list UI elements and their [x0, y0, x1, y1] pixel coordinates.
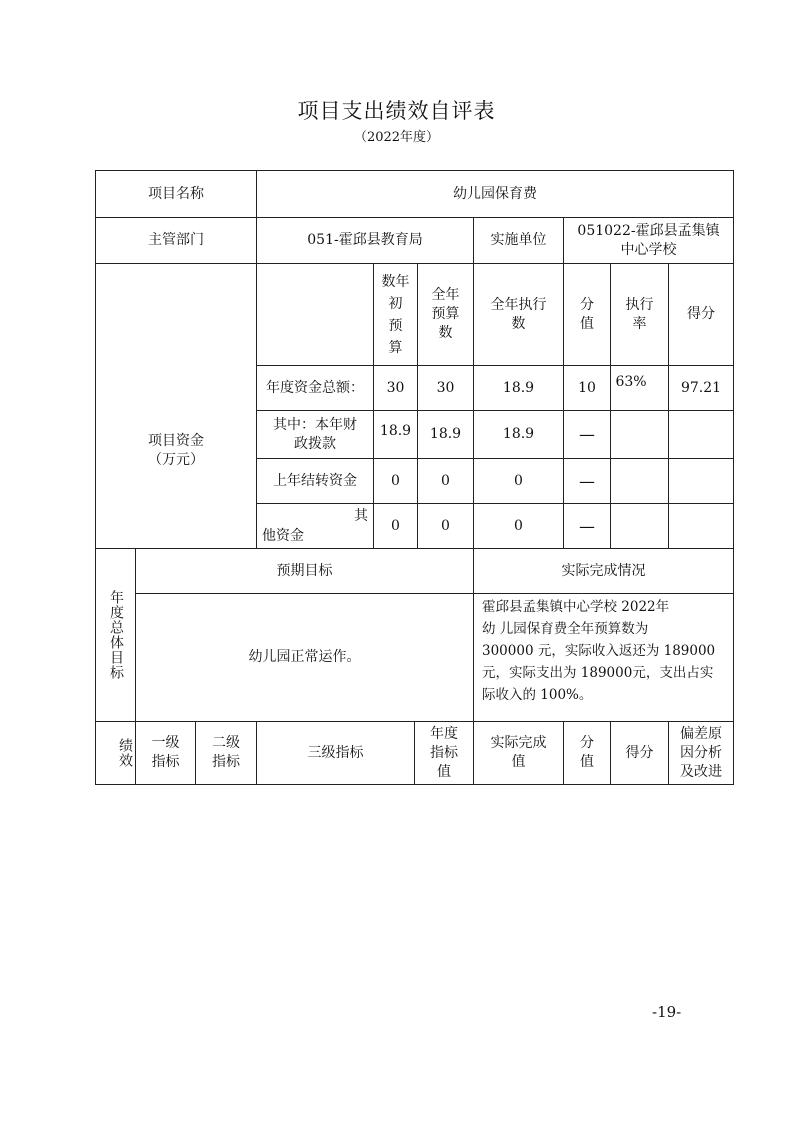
dept-value: 051-霍邱县教育局: [307, 232, 423, 248]
funds-cell: 63%: [615, 374, 647, 390]
funds-cell: 0: [514, 517, 523, 534]
funds-row-label: 上年结转资金: [273, 472, 357, 489]
funds-cell: [611, 459, 668, 503]
funds-cell: 0: [391, 517, 400, 534]
dept-label: 主管部门: [148, 232, 204, 248]
actual-description: 霍邱县孟集镇中心学校 2022年 幼 儿园保育费全年预算数为 300000 元，实际收入返还为 189000 元，实际支出为 189000元，支出占实 际收入的 100%。: [482, 599, 716, 703]
funds-row-label: 其中：本年财 政拨款: [273, 416, 357, 452]
funds-cell: [669, 504, 733, 548]
funds-cell: 18.9: [379, 422, 412, 439]
funds-cell: 30: [386, 379, 405, 396]
funds-cell: 0: [391, 472, 400, 489]
header-executed: 全年执行 数: [490, 296, 547, 332]
funds-cell: 10: [578, 379, 596, 396]
expected-goal-header: 预期目标: [276, 562, 333, 579]
document-year: （2022年度）: [353, 130, 440, 145]
page-number: -19-: [652, 1003, 682, 1021]
funds-cell: [669, 411, 733, 458]
funds-cell: 30: [436, 379, 455, 396]
perf-header-level1: 一级 指标: [151, 735, 180, 770]
header-initial-budget: 数年 初 预 算: [381, 273, 410, 356]
project-name-value: 幼儿园保育费: [453, 185, 537, 202]
funds-cell: 0: [514, 472, 523, 489]
funds-cell: 18.9: [429, 426, 462, 442]
funds-cell: 97.21: [680, 379, 722, 396]
funds-cell: [611, 504, 668, 548]
header-exec-rate: 执行 率: [625, 296, 654, 332]
funds-row-label: 其 他资金: [262, 508, 368, 544]
funds-label: 项目资金 （万元）: [148, 433, 204, 468]
funds-row-label: 年度资金总额：: [266, 379, 364, 396]
header-annual-budget: 全年 预算 数: [431, 287, 460, 341]
perf-header-actual: 实际完成 值: [490, 735, 547, 770]
perf-header-weight: 分 值: [580, 735, 594, 770]
perf-header-level2: 二级 指标: [212, 735, 240, 770]
header-score: 得分: [687, 306, 715, 322]
funds-cell: 18.9: [502, 426, 535, 442]
funds-cell: —: [579, 425, 595, 444]
unit-value: 051022-霍邱县孟集镇 中心学校: [577, 222, 720, 258]
perf-header-target: 年度 指标 值: [430, 725, 458, 780]
funds-cell: —: [579, 471, 595, 491]
funds-cell: [611, 411, 668, 458]
actual-header: 实际完成情况: [561, 562, 646, 579]
perf-section-label: 绩效: [117, 738, 133, 768]
perf-header-deviation: 偏差原 因分析 及改进: [680, 725, 722, 780]
funds-cell: 0: [441, 517, 450, 534]
unit-label: 实施单位: [490, 232, 547, 248]
expected-goal: 幼儿园正常运作。: [248, 649, 361, 665]
funds-cell: —: [579, 516, 595, 536]
document-title: 项目支出绩效自评表: [297, 99, 496, 123]
header-weight: 分 值: [580, 296, 594, 332]
project-name-label: 项目名称: [148, 185, 204, 202]
perf-header-score: 得分: [625, 744, 654, 761]
funds-cell: 0: [441, 472, 450, 489]
funds-cell: 18.9: [502, 379, 535, 396]
perf-header-level3: 三级指标: [307, 744, 364, 761]
goal-section-label: 年度总体目标: [108, 590, 124, 680]
funds-cell: [669, 459, 733, 503]
